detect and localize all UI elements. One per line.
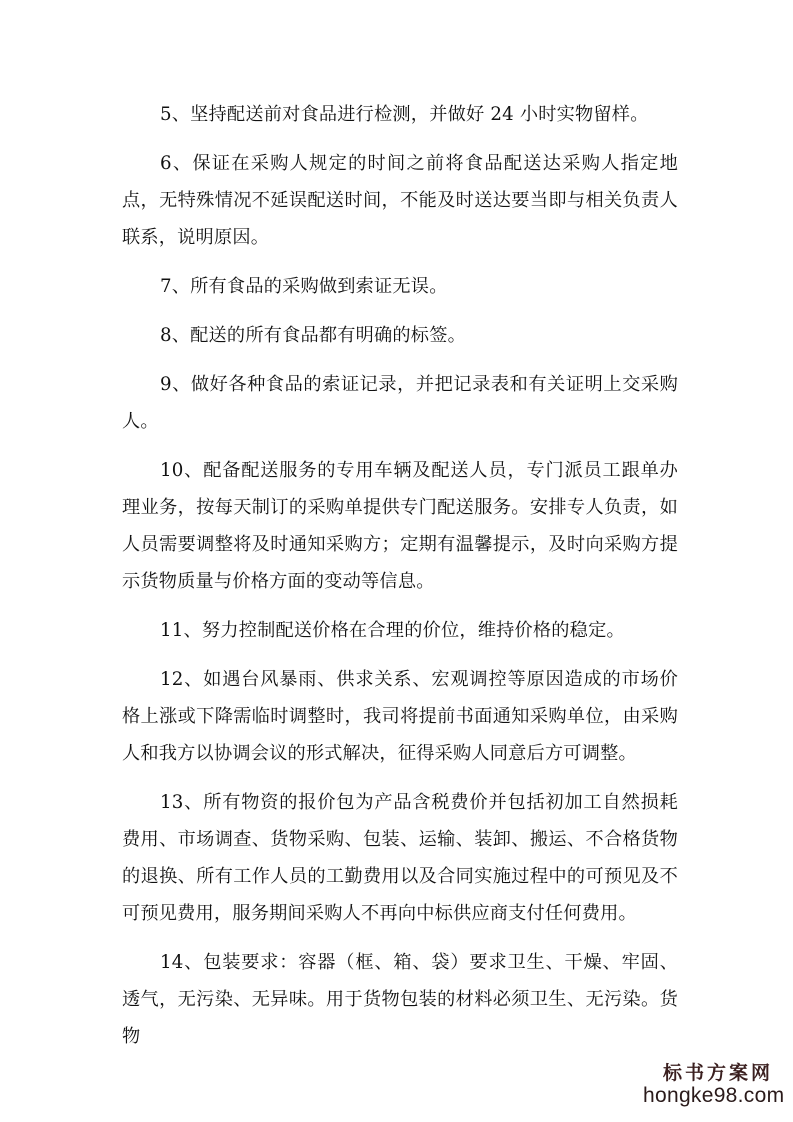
paragraph-item-11: 11、努力控制配送价格在合理的价位，维持价格的稳定。 bbox=[160, 620, 625, 641]
document-body bbox=[122, 96, 678, 1067]
watermark-title: 标书方案网 bbox=[662, 1062, 773, 1084]
paragraph-item-14: 14、包装要求：容器（框、箱、袋）要求卫生、干燥、牢固、透气，无污染、无异味。用于货物包装的材料必须卫生、无污染。货物 bbox=[122, 952, 678, 1047]
paragraph-item-12: 12、如遇台风暴雨、供求关系、宏观调控等原因造成的市场价格上涨或下降需临时调整时，我司将提前书面通知采购单位，由采购人和我方以协调会议的形式解决，征得采购人同意后方可调整。 bbox=[122, 669, 678, 764]
paragraph-item-5: 5、坚持配送前对食品进行检测，并做好 24 小时实物留样。 bbox=[160, 104, 649, 125]
site-watermark bbox=[643, 1062, 783, 1108]
watermark-url: hongke98.com bbox=[643, 1084, 785, 1107]
paragraph-item-10: 10、配备配送服务的专用车辆及配送人员，专门派员工跟单办理业务，按每天制订的采购单提供专门配送服务。安排专人负责，如人员需要调整将及时通知采购方；定期有温馨提示，及时向采购方提示货物质量与价格方面的变动等信息。 bbox=[122, 460, 678, 592]
paragraph-item-9: 9、做好各种食品的索证记录，并把记录表和有关证明上交采购人。 bbox=[122, 374, 678, 432]
paragraph-item-8: 8、配送的所有食品都有明确的标签。 bbox=[160, 325, 466, 346]
paragraph-item-7: 7、所有食品的采购做到索证无误。 bbox=[160, 276, 448, 297]
paragraph-item-13: 13、所有物资的报价包为产品含税费价并包括初加工自然损耗费用、市场调查、货物采购、包装、运输、装卸、搬运、不合格货物的退换、所有工作人员的工勤费用以及合同实施过程中的可预见及不可预见费用，服务期间采购人不再向中标供应商支付任何费用。 bbox=[122, 792, 678, 924]
paragraph-item-6: 6、保证在采购人规定的时间之前将食品配送达采购人指定地点，无特殊情况不延误配送时间，不能及时送达要当即与相关负责人联系，说明原因。 bbox=[122, 153, 678, 248]
